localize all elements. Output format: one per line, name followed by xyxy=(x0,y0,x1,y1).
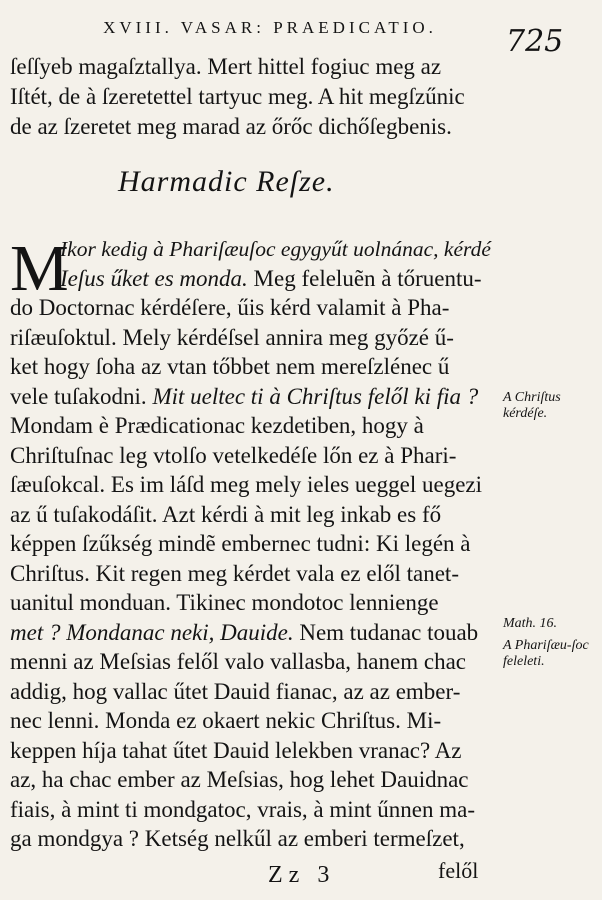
text-segment: Ikor kedig à Phariſæuſoc egygyűt uolnánac, kérdé xyxy=(60,237,491,261)
text-segment: Nem tudanac touab xyxy=(293,619,479,645)
text-segment: riſæuſoktul. Mely kérdéſsel annira meg győzé ű- xyxy=(10,324,454,350)
text-line xyxy=(10,618,478,648)
text-segment: Chriſtus. Kit regen meg kérdet vala ez elől tanet- xyxy=(10,560,459,586)
text-line xyxy=(60,264,482,294)
text-line xyxy=(10,411,424,441)
text-line xyxy=(10,588,439,618)
signature-mark: Zz 3 xyxy=(268,862,336,888)
text-line: ſeſſyeb magaſztallya. Mert hittel fogiuc meg az xyxy=(10,54,442,79)
text-segment: az ű tuſakodáſit. Azt kérdi à mit leg inkab es fő xyxy=(10,501,442,527)
text-line xyxy=(10,765,469,795)
text-segment: met ? Mondanac neki, Dauide. xyxy=(10,619,294,645)
text-segment: Mit ueltec ti à Chriſtus felől ki fia ? xyxy=(146,383,479,409)
text-segment: Ieſus űket es monda. xyxy=(60,265,248,291)
text-line xyxy=(10,559,459,589)
text-segment: ket hogy ſoha az vtan tőbbet nem mereſzlénec ű xyxy=(10,354,450,379)
text-segment: ga mondgya ? Ketség nelkűl az emberi termeſzet, xyxy=(10,826,465,851)
text-line xyxy=(10,352,449,382)
text-segment: képpen ſzűkség mindẽ embernec tudni: Ki legén à xyxy=(10,531,471,556)
text-segment: ſæuſokcal. Es im láſd meg mely ieles ueggel uegezi xyxy=(10,472,483,497)
text-segment: nec lenni. Monda ez okaert nekic Chriſtus. Mi- xyxy=(10,708,442,733)
text-line xyxy=(10,470,482,500)
text-line xyxy=(10,677,460,707)
running-title: XVIII. VASAR: PRAEDICATIO. xyxy=(103,18,437,37)
margin-note: A Chriſtus kérdéſe. xyxy=(503,390,561,421)
text-segment: menni az Meſsias felől valo vallasba, hanem chac xyxy=(10,649,466,674)
text-segment: Chriſtuſnac leg vtolſo vetelkedéſe lőn ez à Phari- xyxy=(10,442,457,468)
text-segment: do Doctornac kérdéſere, űis kérd valamit à Pha- xyxy=(10,295,450,320)
text-line xyxy=(10,529,470,559)
text-segment: keppen híja tahat űtet Dauid lelekben vranac? Az xyxy=(10,737,462,763)
text-line xyxy=(10,706,441,736)
text-segment: az, ha chac ember az Meſsias, hog lehet Dauidnac xyxy=(10,767,469,792)
text-line xyxy=(10,323,454,353)
text-line xyxy=(10,382,478,412)
margin-note: A Phariſæu-ſoc feleleti. xyxy=(503,638,589,669)
text-segment: addig, hog vallac űtet Dauid fianac, az az ember- xyxy=(10,678,461,704)
text-segment: fiais, à mint ti mondgatoc, vrais, à mint űnnen ma- xyxy=(10,796,476,822)
text-line xyxy=(10,795,475,825)
text-line xyxy=(10,736,462,766)
page-number: 725 xyxy=(506,24,564,59)
text-line: de az ſzeretet meg marad az őrőc dichőſegbenis. xyxy=(10,114,452,139)
text-segment: Meg feleluẽn à tőruentu- xyxy=(247,265,482,291)
text-line xyxy=(10,824,465,854)
text-line xyxy=(10,500,441,530)
text-line xyxy=(10,441,456,471)
text-segment: Mondam è Prædicationac kezdetiben, hogy à xyxy=(10,413,424,438)
text-segment: uanitul monduan. Tikinec mondotoc lennienge xyxy=(10,590,439,615)
text-line xyxy=(10,293,449,323)
catchword: felől xyxy=(438,858,479,883)
text-line: Iſtét, de à ſzeretettel tartyuc meg. A hit megſzűnic xyxy=(10,84,465,109)
text-line xyxy=(10,647,466,677)
drop-cap: M xyxy=(10,232,69,305)
margin-note: Math. 16. xyxy=(503,616,558,631)
section-title: Harmadic Reſze. xyxy=(118,165,335,198)
text-line xyxy=(60,234,491,264)
text-segment: vele tuſakodni. xyxy=(10,383,147,409)
